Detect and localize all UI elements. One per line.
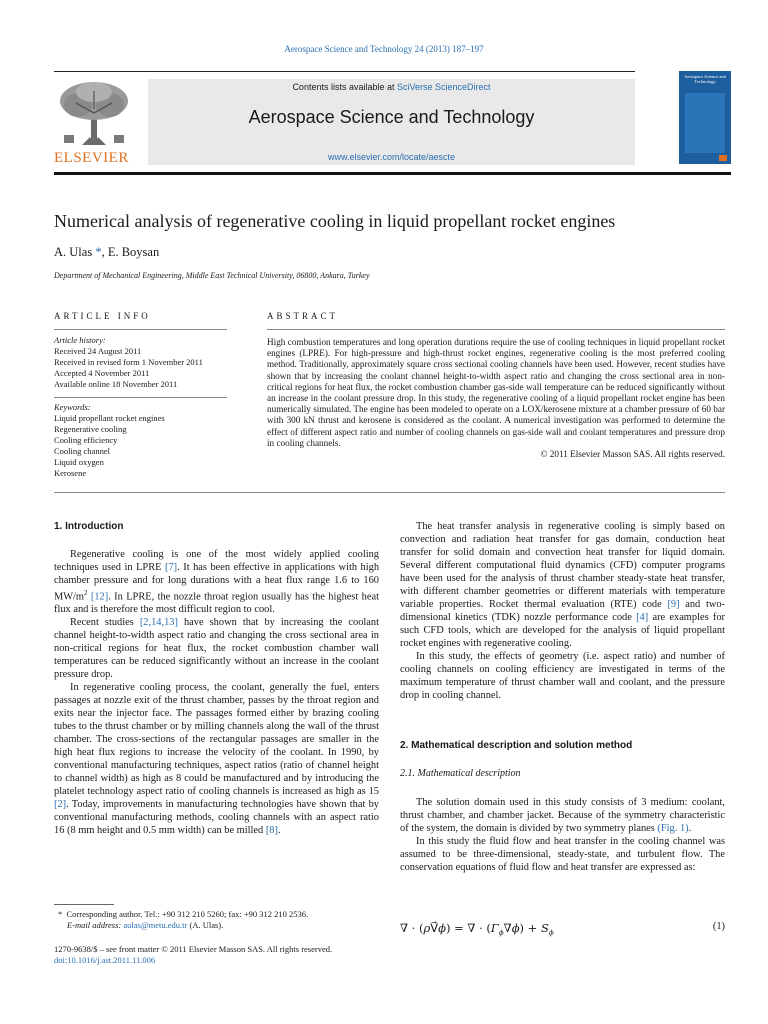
email-link[interactable]: aulas@metu.edu.tr — [123, 920, 188, 930]
abstract-rule — [267, 329, 725, 330]
author-ulas: A. Ulas — [54, 245, 93, 259]
intro-paragraph-1 — [54, 548, 379, 616]
abstract-heading: ABSTRACT — [267, 311, 339, 321]
svg-text:∇ · (ρV⃗ϕ) = ∇ · (Γϕ∇ϕ) + Sϕ: ∇ · (ρV⃗ϕ) = ∇ · $(\Gamma_\phi\nabla\phi) + S_\phi$ — [400, 921, 554, 937]
corresponding-author-link[interactable]: * — [95, 245, 102, 259]
issn-line: 1270-9638/$ – see front matter © 2011 Elsevier Masson SAS. All rights reserved. — [54, 944, 333, 954]
cover-artwork — [685, 93, 725, 153]
affiliation: Department of Mechanical Engineering, Middle East Technical University, 06800, Ankara, Turkey — [54, 271, 370, 280]
article-history — [54, 335, 234, 390]
right-paragraph-1 — [400, 520, 725, 650]
author-separator: , — [101, 245, 108, 259]
right-paragraph-3 — [400, 796, 725, 835]
keyword-item: Regenerative cooling — [54, 424, 127, 434]
footnote-contact: Corresponding author. Tel.: +90 312 210 5260; fax: +90 312 210 2536. — [66, 909, 309, 919]
journal-cover — [679, 71, 731, 164]
sciencedirect-link[interactable]: SciVerse ScienceDirect — [397, 82, 491, 92]
keyword-item: Kerosene — [54, 468, 87, 478]
citation-link[interactable]: [2,14,13] — [139, 617, 178, 629]
keywords-rule — [54, 397, 227, 398]
publisher-wordmark: ELSEVIER — [54, 150, 129, 166]
right-column-continued — [400, 796, 725, 874]
citation-link[interactable]: [9] — [667, 599, 680, 610]
left-column — [54, 548, 379, 837]
right-column — [400, 520, 725, 702]
history-online: Available online 18 November 2011 — [54, 379, 178, 389]
intro-paragraph-3 — [54, 681, 379, 837]
keyword-item: Liquid oxygen — [54, 457, 104, 467]
cover-publisher-mark — [719, 155, 727, 161]
abstract-text: High combustion temperatures and long operation durations require the use of cooling techniques in liquid propellant rocket engines (LPRE). For high-pressure and high-thrust rocket engines, regenerative cooling is the most preferred cooling method. Traditionally, approximately square cross sectional cooling channels have been used. However, recent studies have shown that by increasing the coolant channel height-to-width aspect ratio and changing the cross sectional area in non-critical regions for heat flux, the rocket combustion chamber gas-side wall temperature can be reduced significantly without an increase in the coolant pressure drop. In this study, the regenerative cooling of a liquid propellant rocket engine has been numerically simulated. The engine has been modeled to operate on a LOX/kerosene mixture at a chamber pressure of 60 bar with 300 kN thrust and kerosene is considered as the coolant. A numerical investigation was performed to determine the effect of different aspect ratio and number of cooling channels on gas-side wall and coolant temperatures and pressure drop in cooling channels. — [267, 337, 725, 448]
citation-link[interactable]: [8] — [265, 825, 278, 837]
text-run: are examples for such CFD tools, which are developed for the analysis of liquid propellant rocket engines with regenerative cooling. — [400, 612, 725, 649]
author-list — [54, 245, 159, 260]
abstract-body — [267, 337, 725, 460]
text-run: The heat transfer analysis in regenerative cooling is simply based on convection and radiation heat transfer for gas domain, conduction heat transfer for solid domain and convection heat transfer for liquid domain. Several different computational fluid dynamics (CFD) computer programs have been used for the analysis of thrust chamber steady-state heat transfer, with different chamber geometries or different materials with temperature variable properties. Rocket thermal evaluation (RTE) code — [400, 521, 725, 610]
footnote-mark: * — [58, 909, 63, 919]
abstract-copyright: © 2011 Elsevier Masson SAS. All rights reserved. — [540, 449, 725, 460]
equation-number: (1) — [712, 921, 725, 932]
figure-link[interactable]: (Fig. 1) — [657, 823, 689, 834]
corresponding-author-footnote — [58, 909, 388, 931]
right-paragraph-2: In this study, the effects of geometry (i.e. aspect ratio) and number of cooling channels on cooling efficiency are investigated in terms of the maximum temperature of thrust chamber wall and coolant, and the pressure drop in cooling channel. — [400, 651, 725, 701]
history-label: Article history: — [54, 335, 106, 345]
email-label: E-mail address: — [67, 920, 122, 930]
text-run: have shown that by increasing the coolant channel height-to-width aspect ratio and changing the cross sectional area in non-critical regions for heat flux, the rocket combustion chamber wall temperatures can be reduced significantly without an increase in the coolant pressure drop. — [54, 617, 379, 681]
running-head[interactable]: Aerospace Science and Technology 24 (2013) 187–197 — [284, 44, 484, 54]
keyword-item: Cooling channel — [54, 446, 110, 456]
section-heading-introduction: 1. Introduction — [54, 521, 124, 532]
citation-link[interactable]: [7] — [165, 562, 178, 573]
text-run: Recent studies — [70, 617, 140, 629]
elsevier-tree-icon — [54, 79, 134, 149]
text-run: The solution domain used in this study consists of 3 medium: coolant, thrust chamber, and chamber jacket. Because of the symmetry characteristic of the system, the domain is divided by two symmetry planes — [400, 797, 725, 834]
history-received: Received 24 August 2011 — [54, 346, 142, 356]
author-boysan: E. Boysan — [107, 245, 160, 259]
section-heading-methods: 2. Mathematical description and solution method — [400, 740, 633, 751]
contents-line — [148, 82, 635, 92]
equation-1 — [400, 919, 725, 937]
header-bottom-rule — [54, 172, 731, 175]
footnote-rule — [54, 904, 114, 905]
front-matter-bottom-rule — [54, 492, 725, 493]
text-run: . It has been effective in applications with high chamber pressure and for long durations with a heat flux range 1.6 to 160 MW/m — [54, 562, 380, 603]
history-accepted: Accepted 4 November 2011 — [54, 368, 150, 378]
citation-link[interactable]: [2] — [54, 799, 67, 811]
intro-paragraph-2 — [54, 616, 379, 681]
cover-title: Aerospace Science and Technology — [684, 74, 726, 84]
history-revised: Received in revised form 1 November 2011 — [54, 357, 203, 367]
article-info-heading: ARTICLE INFO — [54, 311, 151, 321]
subsection-heading: 2.1. Mathematical description — [400, 768, 521, 779]
equation-1-formula — [400, 919, 560, 937]
right-paragraph-4: In this study the fluid flow and heat transfer in the cooling channel was assumed to be three-dimensional, steady-state, and turbulent flow. The conservation equations of fluid flow and heat transfer are expressed as: — [400, 836, 725, 873]
keyword-item: Liquid propellant rocket engines — [54, 413, 165, 423]
text-run: . — [277, 825, 281, 837]
email-suffix: (A. Ulas). — [187, 920, 224, 930]
keywords — [54, 402, 234, 479]
header-top-rule — [54, 71, 635, 72]
elsevier-logo — [54, 79, 134, 149]
keyword-item: Cooling efficiency — [54, 435, 118, 445]
superscript: 2 — [84, 589, 88, 597]
text-run: Regenerative cooling is one of the most widely applied cooling techniques used in LPRE — [54, 549, 379, 573]
citation-link[interactable]: [12] — [90, 591, 109, 603]
contents-prefix: Contents lists available at — [292, 82, 397, 92]
keywords-label: Keywords: — [54, 402, 91, 412]
text-run: and two-dimensional kinetics (TDK) nozzle performance code — [400, 599, 725, 623]
text-run: In regenerative cooling process, the coolant, generally the fuel, enters passages at nozzle exit of the thrust chamber, passes by the throat region and exits near the injector face. The passages formed either by brazing cooling tubes to the thrust chamber or by milling channels along the wall of the thrust chamber. The cross-sections of the rectangular passages are smaller in the high heat flux regions to increase the velocity of the coolant. In 1990, by conventional manufacturing techniques, aspect ratios (ratio of channel height to channel width) as high as 8 could be manufactured and by introducing the platelet technology aspect ratio of cooling channels is increased as high as 15 — [54, 682, 379, 798]
journal-title: Aerospace Science and Technology — [248, 107, 535, 127]
article-title: Numerical analysis of regenerative cooling in liquid propellant rocket engines — [54, 211, 616, 231]
doi-link[interactable]: doi:10.1016/j.ast.2011.11.006 — [54, 955, 156, 965]
citation-link[interactable]: [4] — [636, 612, 649, 623]
journal-url-link[interactable]: www.elsevier.com/locate/aescte — [327, 152, 456, 162]
text-run: . — [688, 823, 692, 834]
text-run: . In LPRE, the nozzle throat region usually has the highest heat flux and is therefore the most difficult region to cool. — [54, 591, 379, 616]
article-info-rule — [54, 329, 227, 330]
text-run: . Today, improvements in manufacturing technologies have shown that by conventional manufacturing methods, cooling channels with an aspect ratio 16 (8 mm height and 0.5 mm width) can be milled — [54, 799, 379, 837]
